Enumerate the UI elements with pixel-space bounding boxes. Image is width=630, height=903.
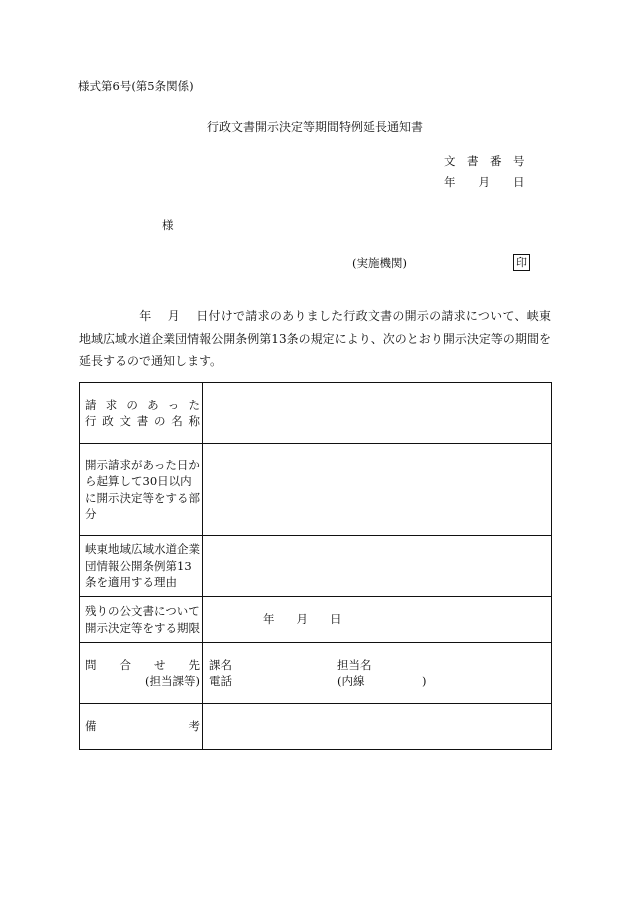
label-char: 合 — [119, 657, 131, 672]
deadline-day: 日 — [330, 612, 342, 627]
partial-disclosure-label: 開示請求があった日から起算して30日以内に開示決定等をする部分 — [80, 444, 203, 536]
body-text: 日付けで請求のありました行政文書の開示の請求について、峡東地域広域水道企業団情報公開条例第13条の規定により、次のとおり開示決定等の期間を延長するので通知します。 — [79, 309, 551, 368]
label-char: あ — [147, 397, 159, 412]
table-row — [80, 597, 552, 643]
person-in-charge-label: 担当名 — [337, 657, 372, 672]
seal-mark: 印 — [513, 254, 530, 271]
reason-label: 峡東地域広域水道企業団情報公開条例第13条を適用する理由 — [80, 536, 203, 597]
table-row — [80, 536, 552, 597]
body-paragraph — [79, 305, 551, 373]
deadline-field[interactable] — [203, 597, 552, 643]
deadline-label: 残りの公文書について開示決定等をする期限 — [80, 597, 203, 643]
section-name-label: 課名 — [209, 657, 232, 672]
remarks-label — [80, 704, 203, 750]
extension-label: (内線 ) — [337, 674, 427, 688]
document-number-label: 文 書 番 号 — [444, 154, 525, 168]
table-row — [80, 444, 552, 536]
reason-field[interactable] — [203, 536, 552, 597]
label-char: 文 — [119, 414, 131, 428]
body-year: 年 — [139, 309, 152, 323]
addressee-suffix: 様 — [162, 218, 174, 232]
label-char: 求 — [105, 397, 118, 412]
issue-date-label: 年 月 日 — [444, 175, 525, 189]
deadline-month: 月 — [296, 612, 308, 627]
label-char: 名 — [171, 414, 183, 428]
document-name-line2 — [85, 413, 200, 430]
label-char: 請 — [85, 397, 97, 412]
form-number: 様式第6号(第5条関係) — [78, 79, 194, 93]
label-char: 行 — [85, 414, 97, 428]
label-char: 先 — [188, 657, 200, 672]
agency-label: (実施機関) — [352, 256, 407, 270]
document-name-field[interactable] — [203, 383, 552, 444]
table-row — [80, 643, 552, 704]
page-title: 行政文書開示決定等期間特例延長通知書 — [206, 120, 423, 134]
contact-label — [80, 643, 203, 704]
label-char: の — [126, 397, 138, 412]
label-char: 問 — [85, 657, 97, 672]
phone-label: 電話 — [209, 674, 232, 688]
label-char: せ — [154, 657, 166, 672]
contact-label-line1 — [85, 657, 200, 674]
label-char: っ — [167, 397, 180, 412]
remarks-field[interactable] — [203, 704, 552, 750]
label-char: 書 — [136, 414, 149, 428]
label-char: 政 — [102, 414, 114, 428]
contact-field[interactable] — [203, 643, 552, 704]
deadline-year: 年 — [263, 612, 275, 627]
table-row — [80, 704, 552, 750]
partial-disclosure-field[interactable] — [203, 444, 552, 536]
table-row — [80, 383, 552, 444]
label-char: 称 — [188, 414, 200, 428]
label-char: 備 — [85, 719, 97, 734]
form-table — [79, 382, 552, 750]
label-char: 考 — [188, 719, 200, 734]
document-name-label — [80, 383, 203, 444]
body-month: 月 — [167, 309, 181, 323]
document-name-line1 — [85, 397, 200, 414]
remarks-label-text — [85, 718, 200, 735]
contact-label-line2: (担当課等) — [145, 674, 200, 688]
label-char: た — [188, 397, 200, 412]
label-char: の — [154, 414, 166, 428]
